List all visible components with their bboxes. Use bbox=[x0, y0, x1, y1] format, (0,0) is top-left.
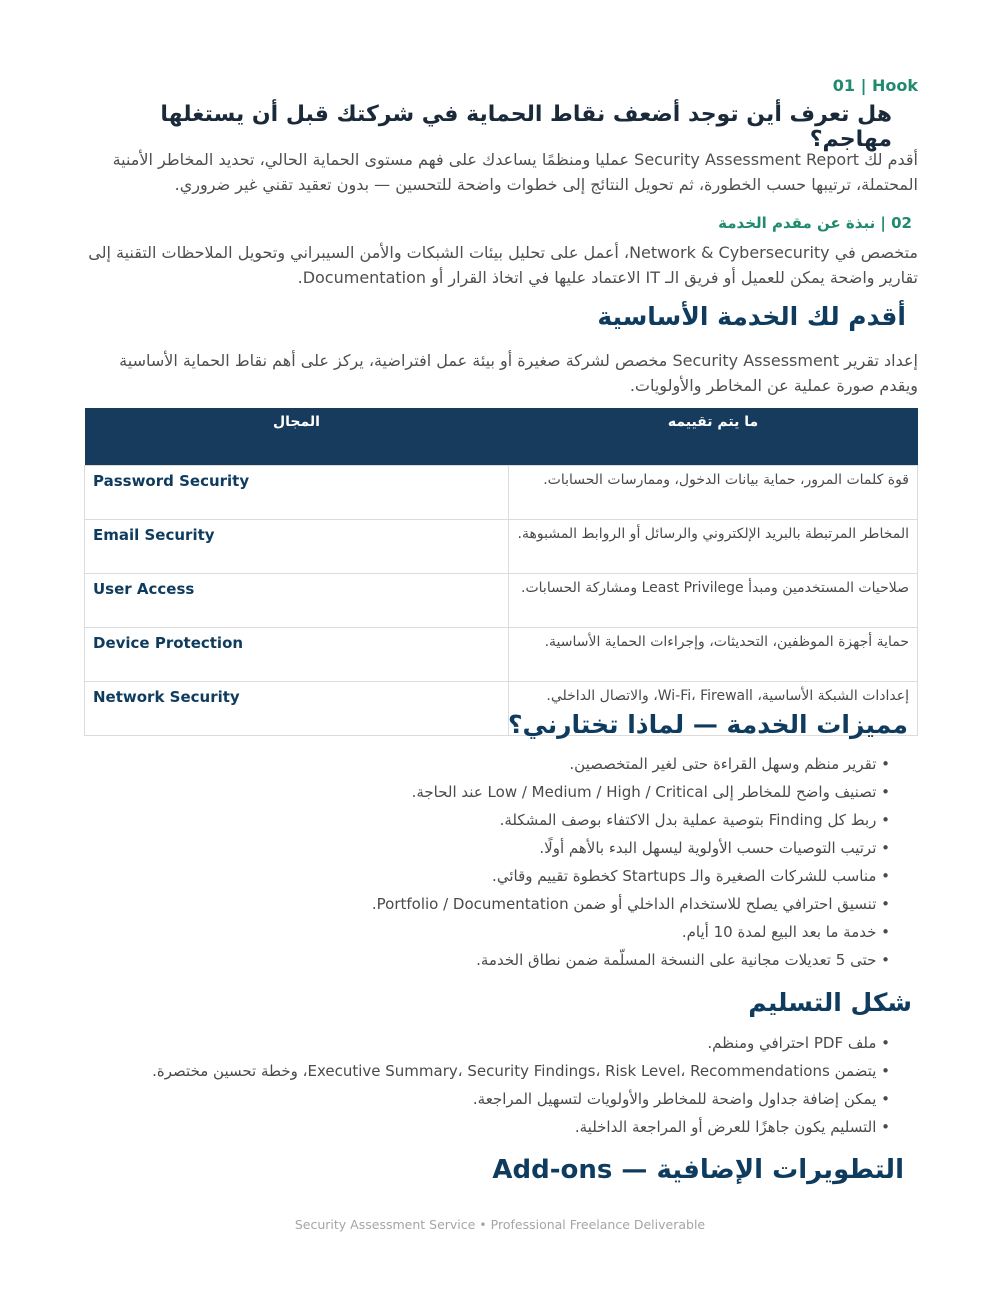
table-row bbox=[85, 574, 918, 628]
list-item: • ملف PDF احترافي ومنظم. bbox=[152, 1029, 890, 1057]
table-cell-area: Email Security bbox=[85, 520, 509, 574]
table-row bbox=[85, 466, 918, 520]
table-cell-what: إعدادات الشبكة الأساسية، Wi-Fi، Firewall، والاتصال الداخلي. bbox=[509, 682, 918, 736]
table-header-row bbox=[85, 408, 918, 466]
addons-title: التطويرات الإضافية — Add-ons bbox=[492, 1155, 904, 1185]
table-header-area: المجال bbox=[85, 408, 509, 466]
table-row bbox=[85, 628, 918, 682]
hook-paragraph: أقدم لك Security Assessment Report عمليا ومنظمًا يساعدك على فهم مستوى الحماية الحالي، تحديد المخاطر الأمنية المحتملة، ترتيبها حسب الخطورة، ثم تحويل النتائج إلى خطوات واضحة للتحسين — بدون تعقيد تقني غير ضروري. bbox=[112, 150, 918, 194]
table-row bbox=[85, 520, 918, 574]
assessment-table bbox=[84, 408, 918, 736]
table-cell-area: Network Security bbox=[85, 682, 509, 736]
list-item: • تقرير منظم وسهل القراءة حتى لغير المتخصصين. bbox=[372, 750, 890, 778]
hook-title: هل تعرف أين توجد أضعف نقاط الحماية في شركتك قبل أن يستغلها مهاجم؟ bbox=[160, 102, 892, 152]
core-service-paragraph: إعداد تقرير Security Assessment مخصص لشركة صغيرة أو بيئة عمل افتراضية، يركز على أهم نقاط الحماية الأساسية ويقدم صورة عملية عن المخاطر والأولويات. bbox=[119, 351, 918, 395]
table-header-what: ما يتم تقييمه bbox=[509, 408, 918, 466]
list-item: • خدمة ما بعد البيع لمدة 10 أيام. bbox=[372, 918, 890, 946]
table-cell-what: حماية أجهزة الموظفين، التحديثات، وإجراءات الحماية الأساسية. bbox=[509, 628, 918, 682]
delivery-list bbox=[152, 1029, 890, 1141]
hook-label: 01 | Hook bbox=[832, 76, 918, 95]
features-list bbox=[372, 750, 890, 974]
list-item: • يمكن إضافة جداول واضحة للمخاطر والأولويات لتسهيل المراجعة. bbox=[152, 1085, 890, 1113]
assessment-table-wrap bbox=[84, 408, 918, 736]
list-item: • التسليم يكون جاهزًا للعرض أو المراجعة الداخلية. bbox=[152, 1113, 890, 1141]
list-item: • تصنيف واضح للمخاطر إلى Low / Medium / High / Critical عند الحاجة. bbox=[372, 778, 890, 806]
page-footer: Security Assessment Service • Professional Freelance Deliverable bbox=[294, 1217, 706, 1232]
table-cell-area: Device Protection bbox=[85, 628, 509, 682]
core-service-title: أقدم لك الخدمة الأساسية bbox=[597, 302, 906, 331]
list-item: • ترتيب التوصيات حسب الأولوية ليسهل البدء بالأهم أولًا. bbox=[372, 834, 890, 862]
table-cell-what: المخاطر المرتبطة بالبريد الإلكتروني والرسائل أو الروابط المشبوهة. bbox=[509, 520, 918, 574]
list-item: • ربط كل Finding بتوصية عملية بدل الاكتفاء بوصف المشكلة. bbox=[372, 806, 890, 834]
table-cell-area: User Access bbox=[85, 574, 509, 628]
list-item: • حتى 5 تعديلات مجانية على النسخة المسلّمة ضمن نطاق الخدمة. bbox=[372, 946, 890, 974]
table-cell-what: قوة كلمات المرور، حماية بيانات الدخول، وممارسات الحسابات. bbox=[509, 466, 918, 520]
list-item: • مناسب للشركات الصغيرة والـ Startups كخطوة تقييم وقائي. bbox=[372, 862, 890, 890]
delivery-title: شكل التسليم bbox=[748, 988, 912, 1017]
table-cell-area: Password Security bbox=[85, 466, 509, 520]
about-label: 02 | نبذة عن مقدم الخدمة bbox=[718, 214, 912, 232]
about-paragraph: متخصص في Network & Cybersecurity، أعمل على تحليل بيئات الشبكات والأمن السيبراني وتحويل الملاحظات التقنية إلى تقارير واضحة يمكن للعميل أو فريق الـ IT الاعتماد عليها في اتخاذ القرار أو Documentation. bbox=[88, 243, 918, 287]
table-cell-what: صلاحيات المستخدمين ومبدأ Least Privilege ومشاركة الحسابات. bbox=[509, 574, 918, 628]
list-item: • يتضمن Executive Summary، Security Findings، Risk Level، Recommendations، وخطة تحسين مختصرة. bbox=[152, 1057, 890, 1085]
list-item: • تنسيق احترافي يصلح للاستخدام الداخلي أو ضمن Portfolio / Documentation. bbox=[372, 890, 890, 918]
features-title: مميزات الخدمة — لماذا تختارني؟ bbox=[507, 710, 908, 739]
